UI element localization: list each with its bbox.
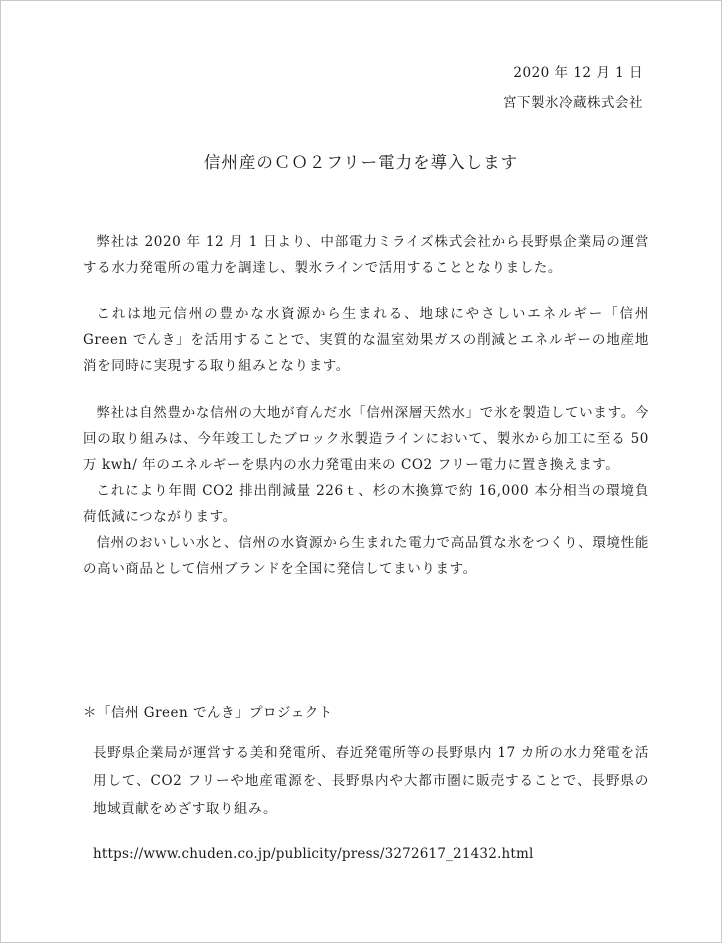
paragraph-5: 信州のおいしい水と、信州の水資源から生まれた電力で高品質な氷をつくり、環境性能の高い商品として信州ブランドを全国に発信してまいります。 bbox=[83, 535, 649, 577]
project-heading: ＊「信州 Green でんき」プロジェクト bbox=[83, 705, 333, 721]
paragraph-3: 弊社は自然豊かな信州の大地が育んだ水「信州深層天然水」で氷を製造しています。今回の取り組みは、今年竣工したブロック氷製造ラインにおいて、製氷から加工に至る 50 万 kwh/ 年のエネルギーを県内の水力発電由来の CO2 フリー電力に置き換えます。 bbox=[83, 405, 649, 473]
body-section-3 bbox=[83, 400, 649, 582]
company-name: 宮下製氷冷蔵株式会社 bbox=[503, 95, 643, 111]
page-title: 信州産のＣＯ２フリー電力を導入します bbox=[203, 153, 519, 172]
paragraph-2: これは地元信州の豊かな水資源から生まれる、地球にやさしいエネルギー「信州 Green でんき」を活用することで、実質的な温室効果ガスの削減とエネルギーの地産地消を同時に実現する取り組みとなります。 bbox=[83, 306, 649, 374]
body-section-2 bbox=[83, 301, 649, 379]
paragraph-4: これにより年間 CO2 排出削減量 226ｔ、杉の木換算で約 16,000 本分相当の環境負荷低減につながります。 bbox=[83, 483, 649, 525]
body-section-1 bbox=[83, 229, 649, 281]
paragraph-1: 弊社は 2020 年 12 月 1 日より、中部電力ミライズ株式会社から長野県企業局の運営する水力発電所の電力を調達し、製氷ラインで活用することとなりました。 bbox=[83, 234, 649, 276]
project-description: 長野県企業局が運営する美和発電所、春近発電所等の長野県内 17 カ所の水力発電を活用して、CO2 フリーや地産電源を、長野県内や大都市圏に販売することで、長野県の地域貢献をめざす取り組み。 bbox=[93, 745, 649, 817]
reference-url[interactable]: https://www.chuden.co.jp/publicity/press/3272617_21432.html bbox=[93, 846, 534, 862]
release-date: 2020 年 12 月 1 日 bbox=[513, 65, 643, 81]
